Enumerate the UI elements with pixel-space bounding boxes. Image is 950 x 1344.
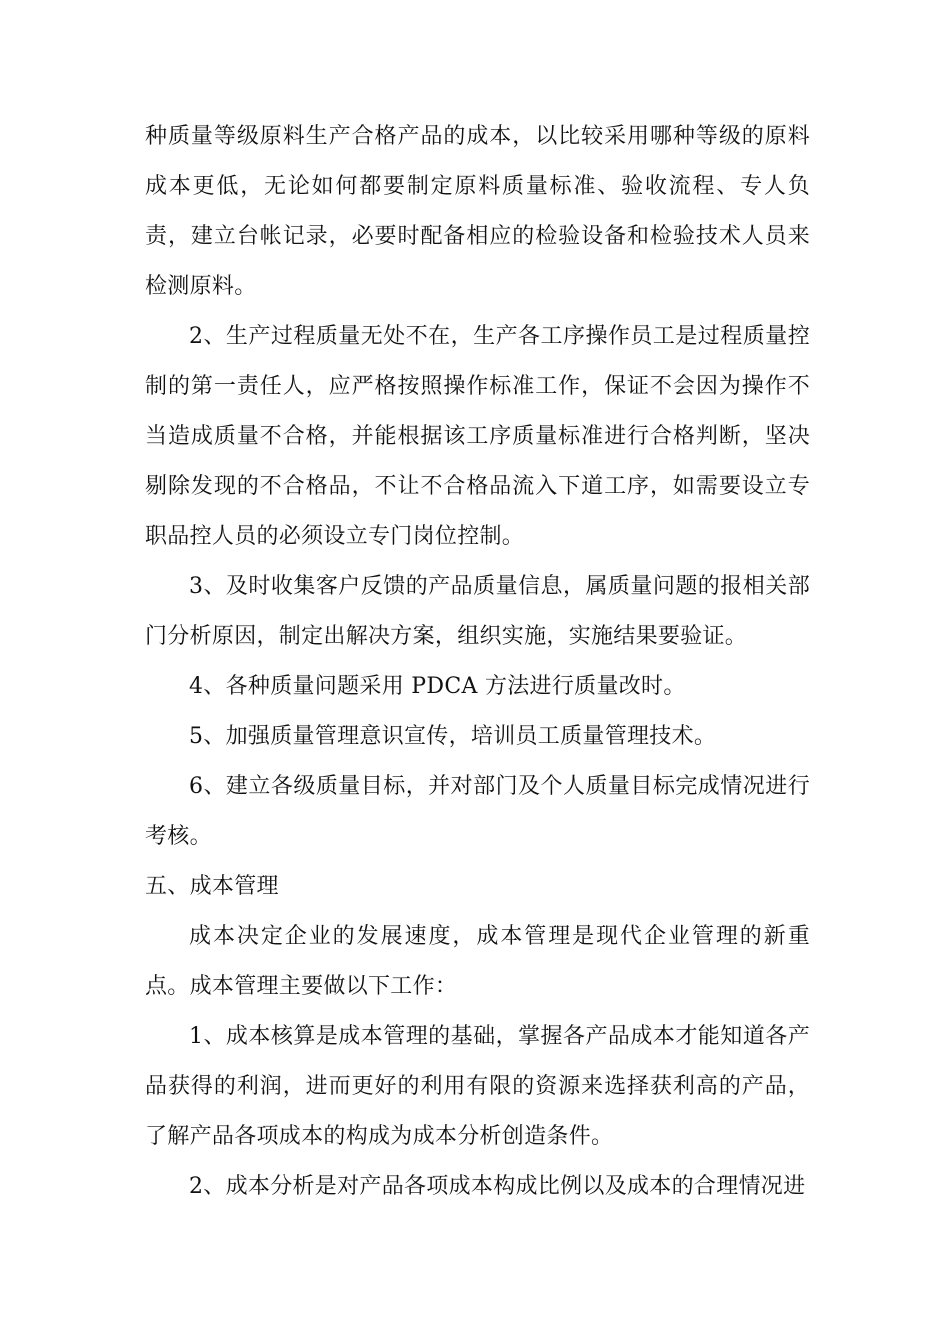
paragraph-cost-intro: 成本决定企业的发展速度，成本管理是现代企业管理的新重点。成本管理主要做以下工作： (145, 924, 810, 999)
paragraph-item-6-quality-targets: 6、建立各级质量目标，并对部门及个人质量目标完成情况进行考核。 (145, 774, 810, 849)
paragraph-item-4-pdca: 4、各种质量问题采用 PDCA 方法进行质量改时。 (189, 674, 686, 699)
section-heading-cost-management: 五、成本管理 (145, 874, 279, 899)
paragraph-item-3-customer-feedback: 3、及时收集客户反馈的产品质量信息，属质量问题的报相关部门分析原因，制定出解决方案，组织实施，实施结果要验证。 (145, 574, 810, 649)
paragraph-item-2-process-quality: 2、生产过程质量无处不在，生产各工序操作员工是过程质量控制的第一责任人，应严格按照操作标准工作，保证不会因为操作不当造成质量不合格，并能根据该工序质量标准进行合格判断，坚决剔除发现的不合格品，不让不合格品流入下道工序，如需要设立专职品控人员的必须设立专门岗位控制。 (145, 324, 810, 549)
paragraph-cost-item-1-accounting: 1、成本核算是成本管理的基础，掌握各产品成本才能知道各产品获得的利润，进而更好的利用有限的资源来选择获利高的产品，了解产品各项成本的构成为成本分析创造条件。 (145, 1024, 810, 1149)
paragraph-cost-item-2-analysis: 2、成本分析是对产品各项成本构成比例以及成本的合理情况进 (189, 1174, 806, 1199)
paragraph-item-5-training: 5、加强质量管理意识宣传，培训员工质量管理技术。 (189, 724, 717, 749)
paragraph-continuation: 种质量等级原料生产合格产品的成本，以比较采用哪种等级的原料成本更低，无论如何都要制定原料质量标准、验收流程、专人负责，建立台帐记录，必要时配备相应的检验设备和检验技术人员来检测原料。 (145, 124, 810, 299)
document-body (145, 112, 810, 1212)
